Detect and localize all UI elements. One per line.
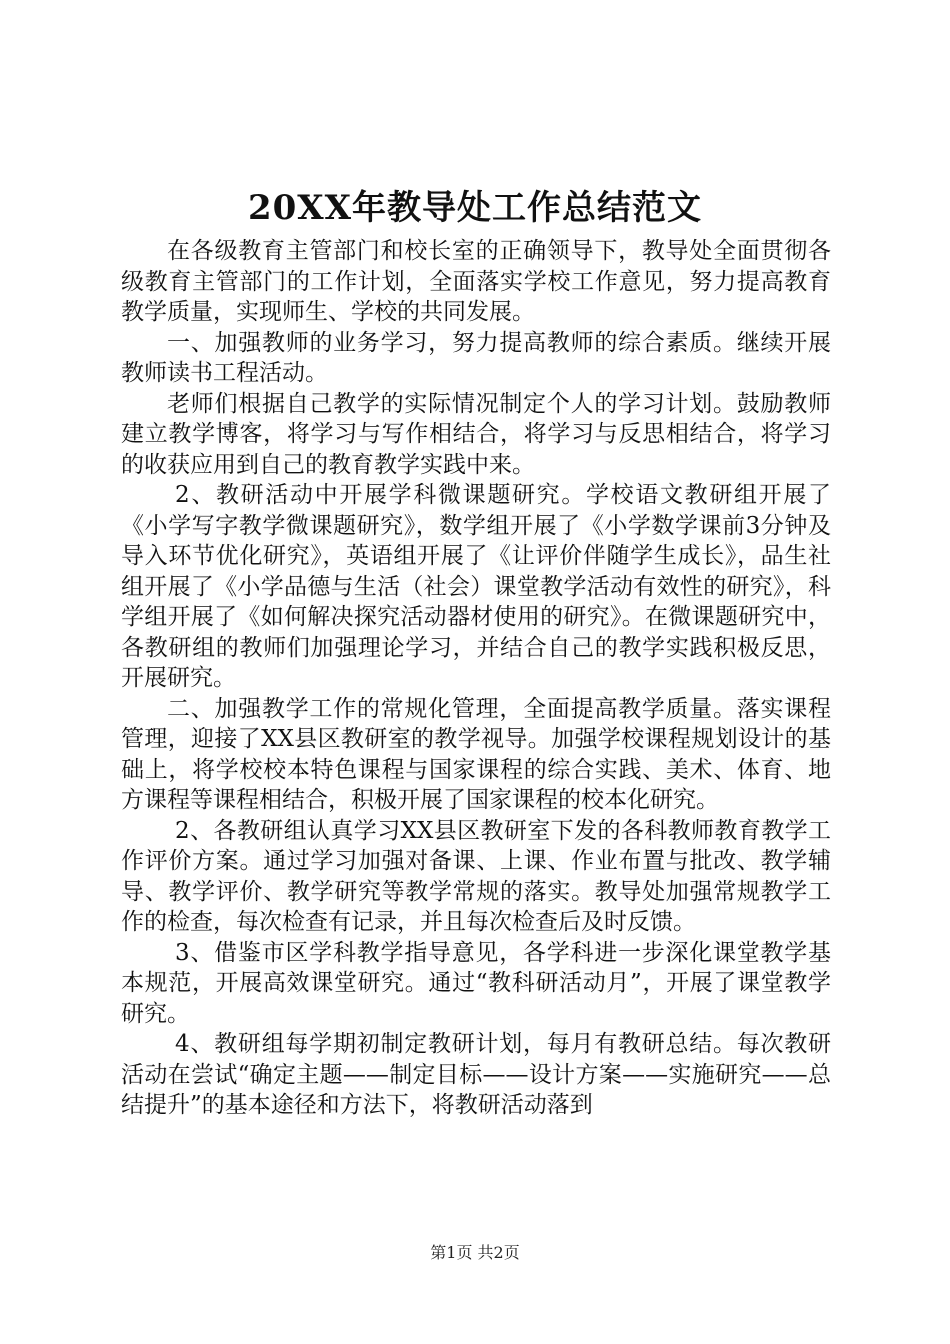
paragraph-item-3: 3、借鉴市区学科教学指导意见，各学科进一步深化课堂教学基本规范，开展高效课堂研究。通过“教科研活动月”，开展了课堂教学研究。 — [121, 939, 831, 1027]
page-footer: 第1页 共2页 — [430, 1243, 520, 1262]
paragraph-intro: 在各级教育主管部门和校长室的正确领导下，教导处全面贯彻各级教育主管部门的工作计划，全面落实学校工作意见，努力提高教育教学质量，实现师生、学校的共同发展。 — [121, 238, 831, 325]
paragraph-section-1: 一、加强教师的业务学习，努力提高教师的综合素质。继续开展教师读书工程活动。 — [121, 329, 831, 386]
paragraph-item-2-evaluation: 2、各教研组认真学习XX县区教研室下发的各科教师教育教学工作评价方案。通过学习加强对备课、上课、作业布置与批改、教学辅导、教学评价、教学研究等教学常规的落实。教导处加强常规教学工作的检查，每次检查有记录，并且每次检查后及时反馈。 — [121, 817, 831, 935]
paragraph-section-2: 二、加强教学工作的常规化管理，全面提高教学质量。落实课程管理，迎接了XX县区教研室的教学视导。加强学校课程规划设计的基础上，将学校校本特色课程与国家课程的综合实践、美术、体育、地方课程等课程相结合，积极开展了国家课程的校本化研究。 — [121, 695, 831, 813]
paragraph-item-2-research: 2、教研活动中开展学科微课题研究。学校语文教研组开展了《小学写字教学微课题研究》，数学组开展了《小学数学课前3分钟及导入环节优化研究》，英语组开展了《让评价伴随学生成长》，品生社组开展了《小学品德与生活（社会）课堂教学活动有效性的研究》，科学组开展了《如何解决探究活动器材使用的研究》。在微课题研究中，各教研组的教师们加强理论学习，并结合自己的教学实践积极反思，开展研究。 — [121, 482, 831, 691]
paragraph-study-plan: 老师们根据自己教学的实际情况制定个人的学习计划。鼓励教师建立教学博客，将学习与写作相结合，将学习与反思相结合，将学习的收获应用到自己的教育教学实践中来。 — [121, 390, 831, 478]
document-title: 20XX年教导处工作总结范文 — [247, 188, 703, 228]
document-body — [121, 236, 831, 1121]
paragraph-item-4: 4、教研组每学期初制定教研计划，每月有教研总结。每次教研活动在尝试“确定主题——制定目标——设计方案——实施研究——总结提升”的基本途径和方法下，将教研活动落到 — [121, 1031, 831, 1118]
